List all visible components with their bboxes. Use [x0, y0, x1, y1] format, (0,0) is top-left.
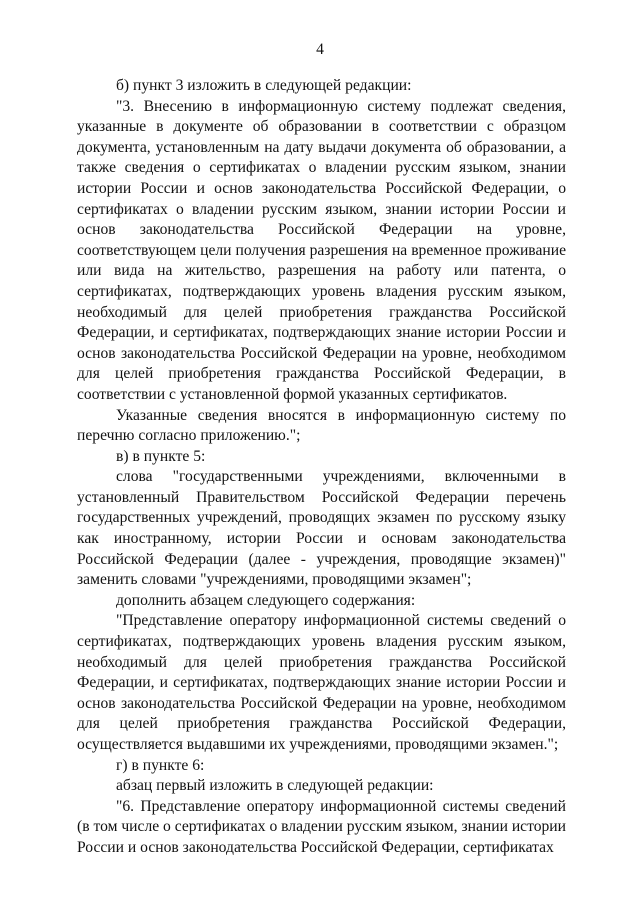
- paragraph-point-3-list: Указанные сведения вносятся в информационную систему по перечню согласно приложению.";: [77, 406, 566, 445]
- paragraph-point-3-text: "3. Внесению в информационную систему подлежат сведения, указанные в документе об образовании в соответствии с образцом документа, установленным на дату выдачи документа об образовании, а также сведения о сертификатах о владении русским языком, знании истории России и основ законодательства Российской Федерации, о сертификатах о владении русским языком, знании истории России и основ законодательства Российской Федерации на уровне, соответствующем цели получения разрешения на временное проживание или вида на жительство, разрешения на работу или патента, о сертификатах, подтверждающих уровень владения русским языком, необходимый для целей приобретения гражданства Российской Федерации, и сертификатах, подтверждающих знание истории России и основ законодательства Российской Федерации на уровне, необходимом для целей приобретения гражданства Российской Федерации, в соответствии с установленной формой указанных сертификатов.: [77, 97, 566, 403]
- paragraph-item-g-heading: г) в пункте 6:: [116, 756, 205, 774]
- document-body: [77, 76, 566, 859]
- paragraph-add-clause: дополнить абзацем следующего содержания:: [116, 591, 416, 609]
- paragraph-first-clause-heading: абзац первый изложить в следующей редакции:: [116, 777, 434, 795]
- paragraph-point-6-text: "6. Представление оператору информационной системы сведений (в том числе о сертификатах о владении русским языком, знании истории России и основ законодательства Российской Федерации, сертификатах: [77, 797, 566, 856]
- paragraph-item-b-heading: б) пункт 3 изложить в следующей редакции:: [116, 77, 412, 94]
- paragraph-new-clause-text: "Представление оператору информационной системы сведений о сертификатах, подтверждающих уровень владения русским языком, необходимый для целей приобретения гражданства Российской Федерации, и сертификатах, подтверждающих знание истории России и основ законодательства Российской Федерации на уровне, необходимом для целей приобретения гражданства Российской Федерации, осуществляется выдавшими их учреждениями, проводящими экзамен.";: [77, 612, 566, 753]
- paragraph-item-v-heading: в) в пункте 5:: [116, 447, 206, 465]
- page-number: 4: [316, 41, 324, 58]
- paragraph-words-replace: слова "государственными учреждениями, включенными в установленный Правительством Российской Федерации перечень государственных учреждений, проводящих экзамен по русскому языку как иностранному, истории России и основам законодательства Российской Федерации (далее - учреждения, проводящие экзамен)" заменить словами "учреждениями, проводящими экзамен";: [77, 468, 566, 589]
